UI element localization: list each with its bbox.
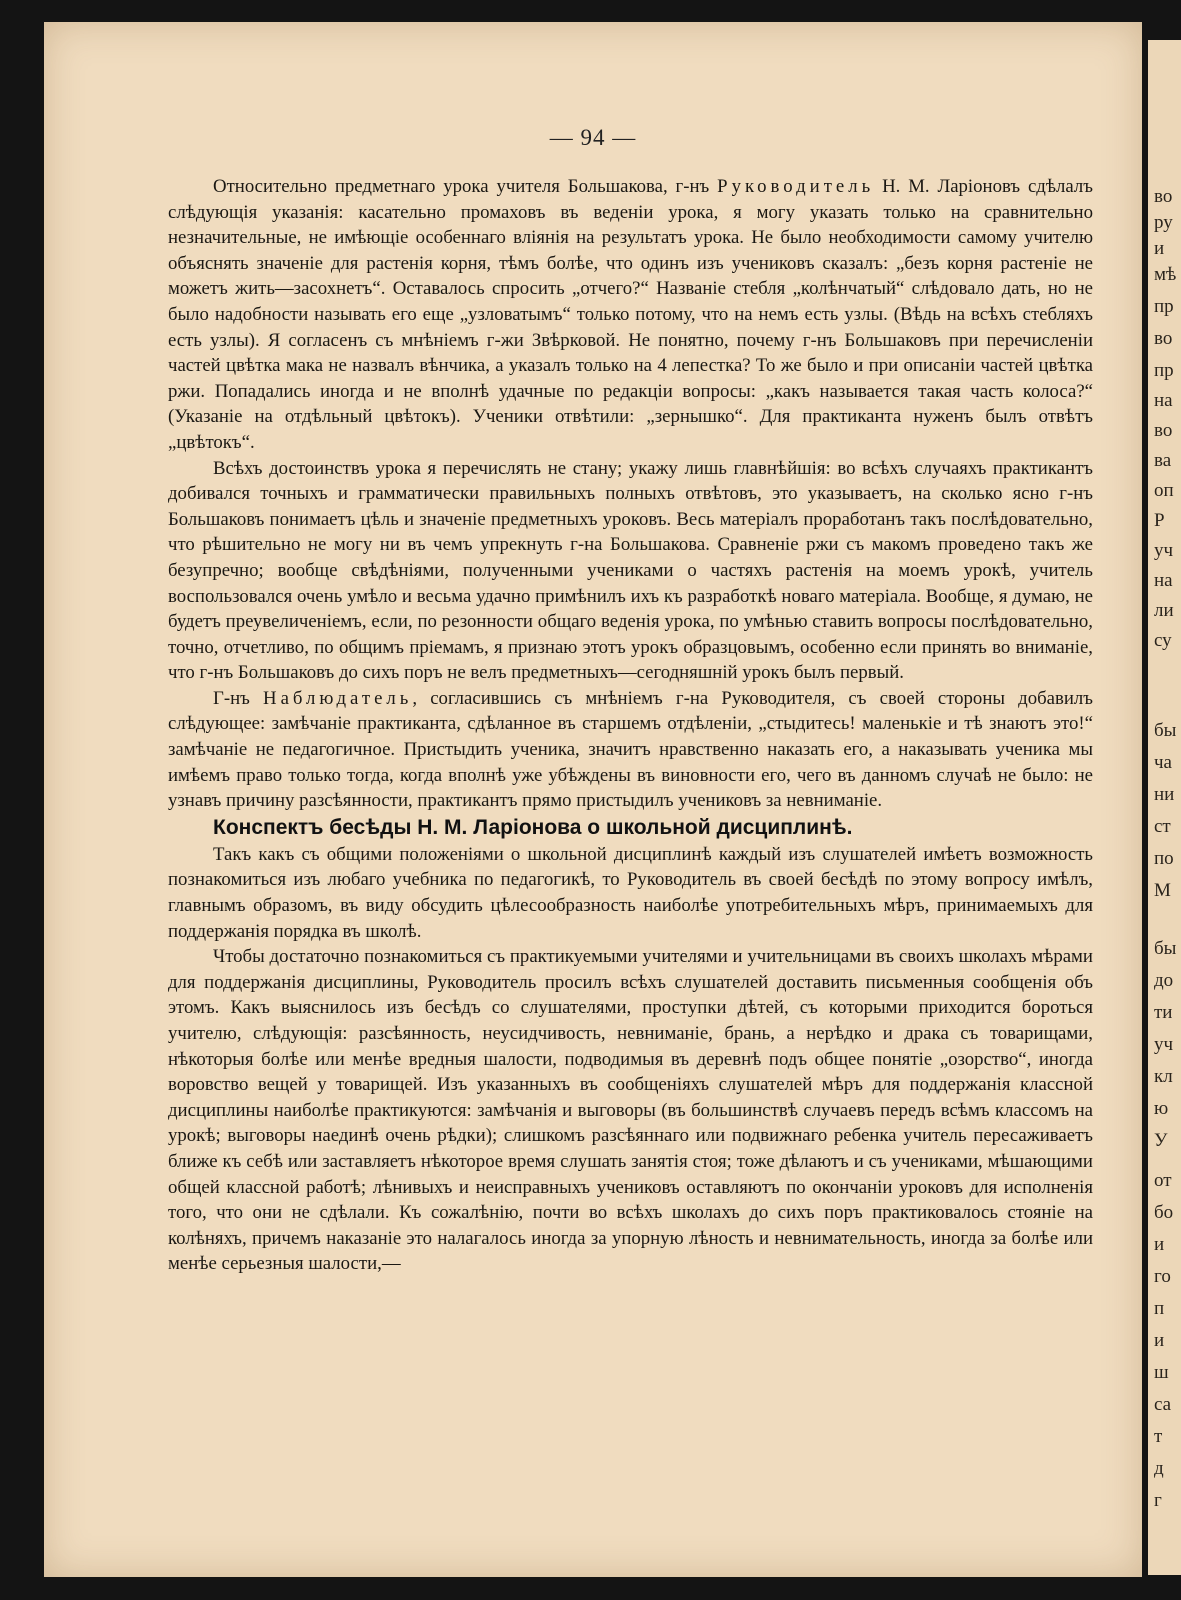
edge-fragment: пр xyxy=(1154,360,1174,381)
spaced-word-rukovoditel: Руководитель xyxy=(717,176,875,197)
document-page xyxy=(44,22,1142,1577)
paragraph-4: Такъ какъ съ общими положеніями о школьной дисциплинѣ каждый изъ слушателей имѣетъ возможность познакомиться изъ любаго учебника по педагогикѣ, то Руководитель въ своей бесѣдѣ по этому вопросу имѣлъ, главнымъ образомъ, въ виду обсудить цѣлесообразность наиболѣе употребительныхъ мѣръ, принимаемыхъ для поддержанія порядка въ школѣ. xyxy=(168,843,1093,942)
edge-fragment: су xyxy=(1154,630,1172,651)
edge-fragment: по xyxy=(1154,848,1174,869)
section-heading: Конспектъ бесѣды Н. М. Ларіонова о школьной дисциплинѣ. xyxy=(213,815,853,839)
edge-fragment: М xyxy=(1154,880,1171,901)
edge-fragment: Р xyxy=(1154,510,1165,531)
paragraph-5: Чтобы достаточно познакомиться съ практикуемыми учителями и учительницами въ своихъ школахъ мѣрами для поддержанія дисциплины, Руководитель просилъ всѣхъ слушателей доставить письменныя сообщенія объ этомъ. Какъ выяснилось изъ бесѣдъ со слушателями, проступки дѣтей, съ которыми приходится бороться учителю, слѣдующія: разсѣянность, неусидчивость, невниманіе, брань, а нерѣдко и драка съ товарищами, нѣкоторыя болѣе или менѣе вредныя шалости, подводимыя въ деревнѣ подъ общее понятіе „озорство“, иногда воровство вещей у товарищей. Изъ указанныхъ въ сообщеніяхъ слушателей мѣръ для поддержанія классной дисциплины наиболѣе практикуются: замѣчанія и выговоры (въ большинствѣ случаевъ передъ всѣмъ классомъ на урокѣ; выговоры наединѣ очень рѣдки); слишкомъ разсѣяннаго или подвижнаго ребенка учитель пересаживаетъ ближе къ себѣ или заставляетъ нѣкоторое время слушать занятія стоя; тоже дѣлаютъ и съ учениками, мѣшающими общей классной работѣ; лѣнивыхъ и неисправныхъ учениковъ оставляютъ по окончаніи уроковъ для исполненія того, что они не сдѣлали. Къ сожалѣнію, почти во всѣхъ школахъ до сихъ поръ практиковалось стояніе на колѣняхъ, причемъ наказаніе это налагалось иногда за упорную лѣность и невнимательность, иногда за болѣе или менѣе серьезныя шалости,— xyxy=(168,946,1093,1275)
edge-fragment: ш xyxy=(1154,1362,1169,1383)
edge-fragment: уч xyxy=(1154,1034,1174,1055)
paragraph-3-start: Г-нъ xyxy=(213,687,264,709)
page-number: — 94 — xyxy=(549,125,637,150)
edge-fragment: ча xyxy=(1154,752,1172,773)
paragraph-3 xyxy=(168,686,1093,814)
edge-fragment: уч xyxy=(1154,540,1174,561)
edge-fragment: и xyxy=(1154,238,1165,259)
edge-fragment: У xyxy=(1154,1130,1168,1151)
edge-fragment: пр xyxy=(1154,296,1174,317)
edge-fragment: кл xyxy=(1154,1066,1173,1087)
edge-fragment: и xyxy=(1154,1234,1165,1255)
edge-fragment: ли xyxy=(1154,600,1174,621)
edge-fragment: ни xyxy=(1154,784,1175,805)
edge-fragment: ти xyxy=(1154,1002,1173,1023)
edge-fragment: ру xyxy=(1154,212,1173,233)
edge-fragment: бо xyxy=(1154,1202,1174,1223)
paragraph-1-rest: Н. М. Ларіоновъ сдѣлалъ слѣдующія указанія: касательно промаховъ въ веденіи урока, я могу указать только на сравнительно незначительные, не имѣющіе особеннаго вліянія на результатъ урока. Не было необходимости самому учителю объяснять значеніе для растенія корня, тѣмъ болѣе, что одинъ изъ учениковъ сказалъ: „безъ корня растеніе не можетъ жить—засохнетъ“. Оставалось спросить „отчего?“ Названіе стебля „колѣнчатый“ слѣдовало дать, но не было надобности называть его еще „узловатымъ“ только потому, что на немъ есть узлы. (Вѣдь на всѣхъ стебляхъ есть узлы). Я согласенъ съ мнѣніемъ г-жи Звѣрковой. Не понятно, почему г-нъ Большаковъ при перечисленіи частей цвѣтка мака не назвалъ вѣнчика, а указалъ только на 4 лепестка? То же было и при описаніи частей цвѣтка ржи. Попадались иногда и не вполнѣ удачные по редакціи вопросы: „какъ называется такая часть колоса?“ (Указаніе на отдѣльный цвѣтокъ). Ученики отвѣтили: „зернышко“. Для практиканта нуженъ былъ отвѣтъ „цвѣтокъ“. xyxy=(168,176,1094,453)
edge-fragment: во xyxy=(1154,186,1173,207)
page-body xyxy=(168,174,1093,1277)
edge-fragment: ю xyxy=(1154,1098,1169,1119)
edge-fragment: ст xyxy=(1154,816,1171,837)
edge-fragment: на xyxy=(1154,390,1173,411)
edge-fragment: мѣ xyxy=(1154,264,1177,285)
edge-fragment: и xyxy=(1154,1330,1165,1351)
edge-fragment: от xyxy=(1154,1170,1172,1191)
spaced-word-nablyudatel: Наблюдатель xyxy=(263,687,413,709)
paragraph-1-start: Относительно предметнаго урока учителя Большакова, г-нъ xyxy=(213,176,718,197)
edge-fragment: го xyxy=(1154,1266,1171,1287)
edge-fragment: оп xyxy=(1154,480,1174,501)
paragraph-3-rest: , согласившись съ мнѣніемъ г-на Руководителя, съ своей стороны добавилъ слѣдующее: замѣчаніе практиканта, сдѣланное въ старшемъ отдѣленіи, „стыдитесь! маленькіе и тѣ знаютъ это!“ замѣчаніе не педагогичное. Пристыдить ученика, значитъ нравственно наказать его, а наказывать ученика мы имѣемъ право только тогда, когда вполнѣ уже убѣждены въ виновности его, чего въ данномъ случаѣ не было: не узнавъ причину разсѣянности, практикантъ прямо пристыдилъ учениковъ за невниманіе. xyxy=(168,687,1093,812)
edge-fragment: д xyxy=(1154,1458,1164,1479)
paragraph-2-text: Всѣхъ достоинствъ урока я перечислять не стану; укажу лишь главнѣйшія: во всѣхъ случаяхъ практикантъ добивался точныхъ и грамматически правильныхъ полныхъ отвѣтовъ, это указываетъ, на сколько ясно г-нъ Большаковъ понимаетъ цѣль и значеніе предметныхъ уроковъ. Весь матеріалъ проработанъ такъ послѣдовательно, что рѣшительно не могу ни въ чемъ упрекнуть г-на Большакова. Сравненіе ржи съ макомъ проведено такъ же безупречно; вообще свѣдѣніями, полученными учениками о частяхъ растенія на моемъ урокѣ, учитель воспользовался очень умѣло и весьма удачно примѣнилъ ихъ къ разработкѣ новаго матеріала. Вообще, я думаю, не будетъ преувеличеніемъ, если, по резонности общаго веденія урока, по умѣнью ставить вопросы послѣдовательно, точно, отчетливо, по общимъ пріемамъ, я признаю этотъ урокъ образцовымъ, особенно если принять во вниманіе, что г-нъ Большаковъ до сихъ поръ не велъ предметныхъ—сегодняшній урокъ былъ первый. xyxy=(168,457,1093,684)
edge-fragment: бы xyxy=(1154,938,1177,959)
next-page-edge xyxy=(1148,40,1181,1575)
edge-fragment: во xyxy=(1154,420,1173,441)
edge-fragment: т xyxy=(1154,1426,1163,1447)
paragraph-1 xyxy=(168,174,1093,456)
edge-fragment: са xyxy=(1154,1394,1172,1415)
edge-fragment: г xyxy=(1154,1490,1162,1511)
paragraph-2 xyxy=(168,456,1093,686)
edge-fragment: во xyxy=(1154,328,1173,349)
edge-fragment: до xyxy=(1154,970,1174,991)
edge-fragment: на xyxy=(1154,570,1173,591)
edge-fragment: п xyxy=(1154,1298,1165,1319)
edge-fragment: бы xyxy=(1154,720,1177,741)
edge-fragment: ва xyxy=(1154,450,1172,471)
